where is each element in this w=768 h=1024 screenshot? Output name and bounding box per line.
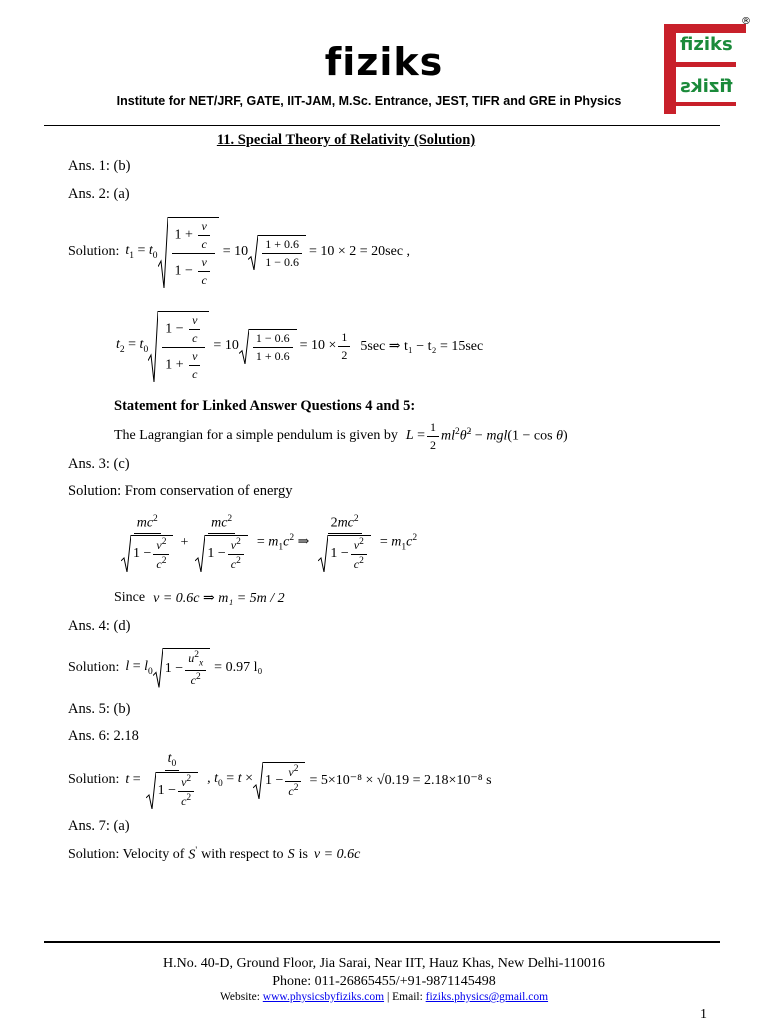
answer-7-text-a: Solution: Velocity of (68, 847, 185, 862)
brand-name: fiziks (324, 40, 444, 84)
answer-3: Ans. 3: (c) (68, 456, 130, 472)
since-expression: v = 0.6c ⇒ m₁ = 5m / 2 (153, 590, 285, 606)
equation-1-result: = 10 × 2 = 20sec , (308, 244, 411, 259)
answer-7-text-c: is (298, 847, 308, 862)
email-link[interactable]: fiziks.physics@gmail.com (425, 991, 549, 1003)
header-divider (44, 125, 720, 126)
since-statement (114, 588, 285, 608)
footer-phone: Phone: 011-26865455/+91-9871145498 (272, 974, 496, 989)
logo-text: fiziks (680, 34, 733, 55)
lagrangian-statement: The Lagrangian for a simple pendulum is given by L = $\frac{1}{2}$ $ml^2\thetȧ^2 - mgl(1 - \cos \theta)$ (114, 419, 568, 452)
footer-divider (44, 941, 720, 943)
answer-7-text-b: with respect to (201, 847, 284, 862)
equation-proper-time: Solution: t = $t_0$ 1 − $\frac{v^2}{c^2}$ , $t_0 = t$ × 1 − $\frac{v^2}{c^2}$ = 5×10⁻⁸ × √0.19 = 2.18×10⁻⁸ s (68, 751, 492, 808)
answer-3-solution: Solution: From conservation of energy (68, 483, 293, 499)
tagline: Institute for NET/JRF, GATE, IIT-JAM, M.Sc. Entrance, JEST, TIFR and GRE in Physics (116, 94, 622, 108)
page-title: 11. Special Theory of Relativity (Solution) (216, 132, 476, 148)
solution-label: Solution: (68, 244, 120, 259)
answer-6-result: = 5×10⁻⁸ × √0.19 = 2.18×10⁻⁸ s (309, 772, 492, 788)
footer-contact (0, 991, 768, 1003)
email-label: | Email: (386, 991, 423, 1003)
equation-energy-conservation: $mc^2$ 1 − $\frac{v^2}{c^2}$ + $mc^2$ 1 − $\frac{v^2}{c^2}$ = $m_1c^2$ ⇒ $2mc^2$ 1 − $\frac{v^2}{c^2}$ = $m_1c^2$ (116, 508, 417, 578)
footer-address: H.No. 40-D, Ground Floor, Jia Sarai, Near IIT, Hauz Khas, New Delhi-110016 (163, 956, 605, 971)
answer-4: Ans. 4: (d) (68, 618, 131, 634)
website-label: Website: (219, 991, 260, 1003)
lagrangian-text: The Lagrangian for a simple pendulum is given by (114, 428, 398, 443)
page-number: 1 (700, 1007, 707, 1022)
logo-text-mirrored: fiziks (680, 76, 733, 97)
equation-2-result: 5sec ⇒ t₁ − t₂ = 15sec (360, 338, 484, 354)
answer-7: Ans. 7: (a) (68, 818, 130, 834)
answer-2: Ans. 2: (a) (68, 186, 130, 202)
answer-7-expression: v = 0.6c (313, 847, 361, 862)
fiziks-logo (664, 24, 746, 114)
since-label: Since (114, 590, 146, 605)
website-link[interactable]: www.physicsbyfiziks.com (262, 991, 385, 1003)
equation-2-middle: = 10 × (299, 338, 337, 353)
equation-time-dilation-1: Solution: $t_1 = t_0$ 1 + $\frac{v}{c}$ 1 − $\frac{v}{c}$ = 10 $\frac{1 + 0.6}{1 - 0.6}$ = 10 × 2 = 20sec , (68, 218, 411, 287)
answer-7-solution: Solution: Velocity of S' with respect to S is v = 0.6c (68, 846, 361, 863)
answer-5: Ans. 5: (b) (68, 701, 131, 717)
registered-mark: ® (741, 16, 751, 27)
solution-label: Solution: (68, 772, 120, 787)
answer-1: Ans. 1: (b) (68, 158, 131, 174)
equation-time-dilation-2: $t_2 = t_0$ 1 − $\frac{v}{c}$ 1 + $\frac{v}{c}$ = 10 $\frac{1 - 0.6}{1 + 0.6}$ = 10 × $\frac{1}{2}$ 5sec ⇒ t₁ − t₂ = 15sec (116, 312, 484, 381)
linked-questions-heading: Statement for Linked Answer Questions 4 and 5: (114, 398, 416, 414)
solution-label: Solution: (68, 660, 120, 675)
answer-4-result: = 0.97 l₀ (214, 660, 263, 675)
equation-length-contraction: Solution: $l = l_0$ 1 − $\frac{u^2_x}{c^2}$ = 0.97 l₀ (68, 650, 263, 687)
answer-6: Ans. 6: 2.18 (68, 728, 139, 744)
